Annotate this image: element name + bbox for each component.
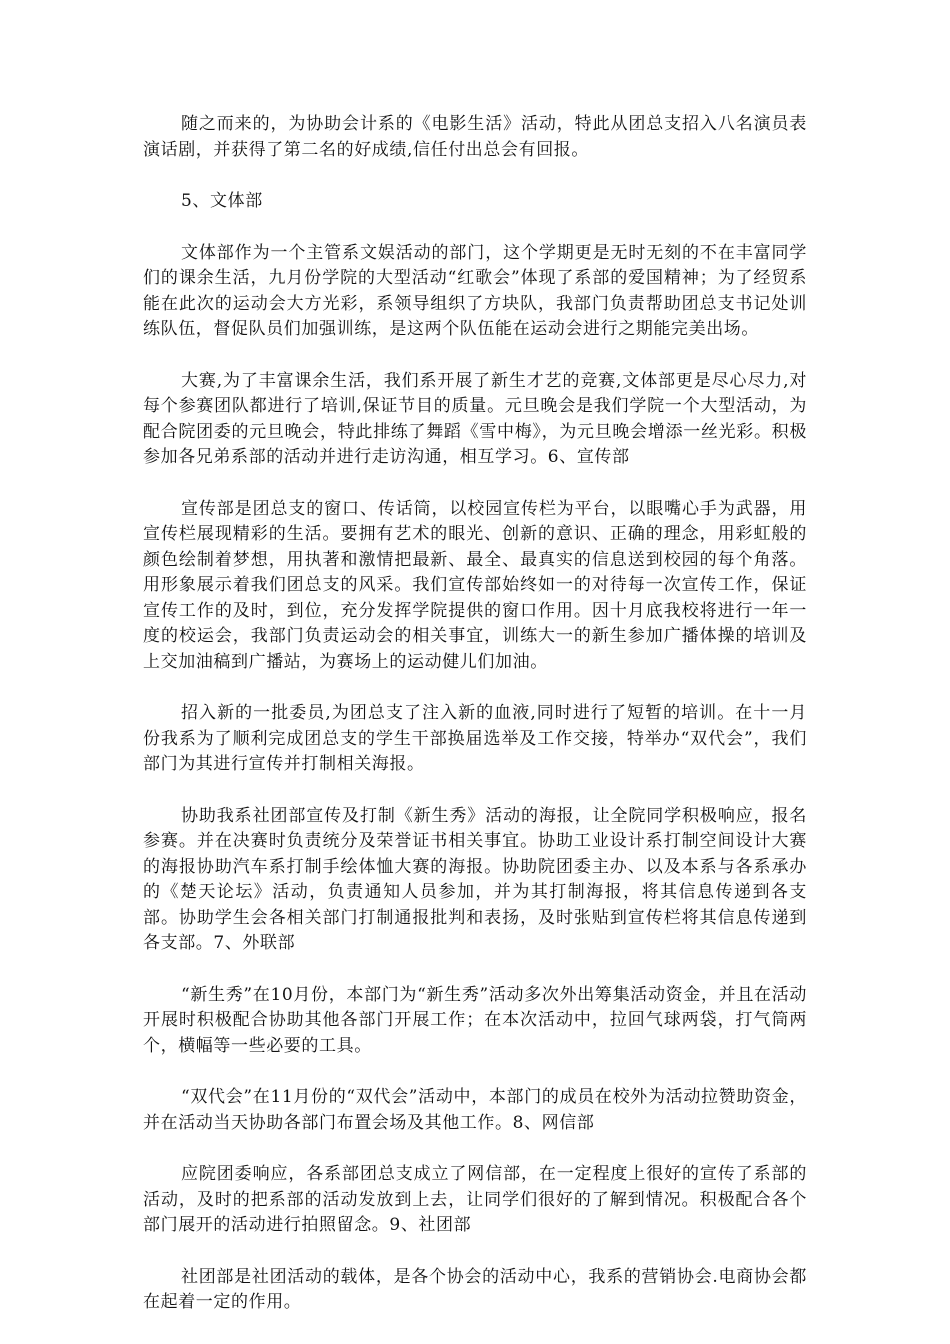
paragraph-new-members: 招入新的一批委员,为团总支了注入新的血液,同时进行了短暂的培训。在十一月份我系为了顺利完成团总支的学生干部换届选举及工作交接，特举办“双代会”，我们部门为其进行宣传并打制相关海报。 — [143, 703, 807, 774]
paragraph-publicity-dept: 宣传部是团总支的窗口、传话筒，以校园宣传栏为平台，以眼嘴心手为武器，用宣传栏展现精彩的生活。要拥有艺术的眼光、创新的意识、正确的理念，用彩虹般的颜色绘制着梦想，用执著和激情把最新、最全、最真实的信息送到校园的每个角落。用形象展示着我们团总支的风采。我们宣传部始终如一的对待每一次宣传工作，保证宣传工作的及时，到位，充分发挥学院提供的窗口作用。因十月底我校将进行一年一度的校运会，我部门负责运动会的相关事宜，训练大一的新生参加广播体操的培训及上交加油稿到广播站，为赛场上的运动健儿们加油。 — [143, 498, 807, 672]
paragraph-dual-congress: “双代会”在11月份的“双代会”活动中，本部门的成员在校外为活动拉赞助资金，并在活动当天协助各部门布置会场及其他工作。8、网信部 — [143, 1087, 807, 1133]
paragraph-freshman-show: “新生秀”在10月份，本部门为“新生秀”活动多次外出筹集活动资金，并且在活动开展时积极配合协助其他各部门开展工作；在本次活动中，拉回气球两袋，打气筒两个，横幅等一些必要的工具。 — [143, 984, 807, 1056]
paragraph-network-dept: 应院团委响应，各系部团总支成立了网信部，在一定程度上很好的宣传了系部的活动，及时的把系部的活动发放到上去，让同学们很好的了解到情况。积极配合各个部门展开的活动进行拍照留念。9、社团部 — [143, 1164, 807, 1235]
paragraph-film-life: 随之而来的，为协助会计系的《电影生活》活动，特此从团总支招入八名演员表演话剧，并获得了第二名的好成绩,信任付出总会有回报。 — [143, 114, 807, 160]
paragraph-sports-dept: 文体部作为一个主管系文娱活动的部门，这个学期更是无时无刻的不在丰富同学们的课余生活，九月份学院的大型活动“红歌会”体现了系部的爱国精神；为了经贸系能在此次的运动会大方光彩，系领导组织了方块队，我部门负责帮助团总支书记处训练队伍，督促队员们加强训练，是这两个队伍能在运动会进行之期能完美出场。 — [143, 242, 807, 339]
paragraph-talent-contest: 大赛,为了丰富课余生活，我们系开展了新生才艺的竞赛,文体部更是尽心尽力,对每个参赛团队都进行了培训,保证节目的质量。元旦晚会是我们学院一个大型活动，为配合院团委的元旦晚会，特此排练了舞蹈《雪中梅》，为元旦晚会增添一丝光彩。积极参加各兄弟系部的活动并进行走访沟通，相互学习。6、宣传部 — [143, 370, 807, 467]
section-heading-sports-dept: 5、文体部 — [181, 191, 263, 211]
document-page — [143, 112, 807, 1342]
paragraph-club-dept: 社团部是社团活动的载体，是各个协会的活动中心，我系的营销协会.电商协会都在起着一定的作用。 — [143, 1266, 807, 1312]
paragraph-posters: 协助我系社团部宣传及打制《新生秀》活动的海报，让全院同学积极响应，报名参赛。并在决赛时负责统分及荣誉证书相关事宜。协助工业设计系打制空间设计大赛的海报协助汽车系打制手绘体恤大赛的海报。协助院团委主办、以及本系与各系承办的《楚天论坛》活动，负责通知人员参加，并为其打制海报，将其信息传递到各支部。协助学生会各相关部门打制通报批判和表扬，及时张贴到宣传栏将其信息传递到各支部。7、外联部 — [143, 805, 807, 953]
